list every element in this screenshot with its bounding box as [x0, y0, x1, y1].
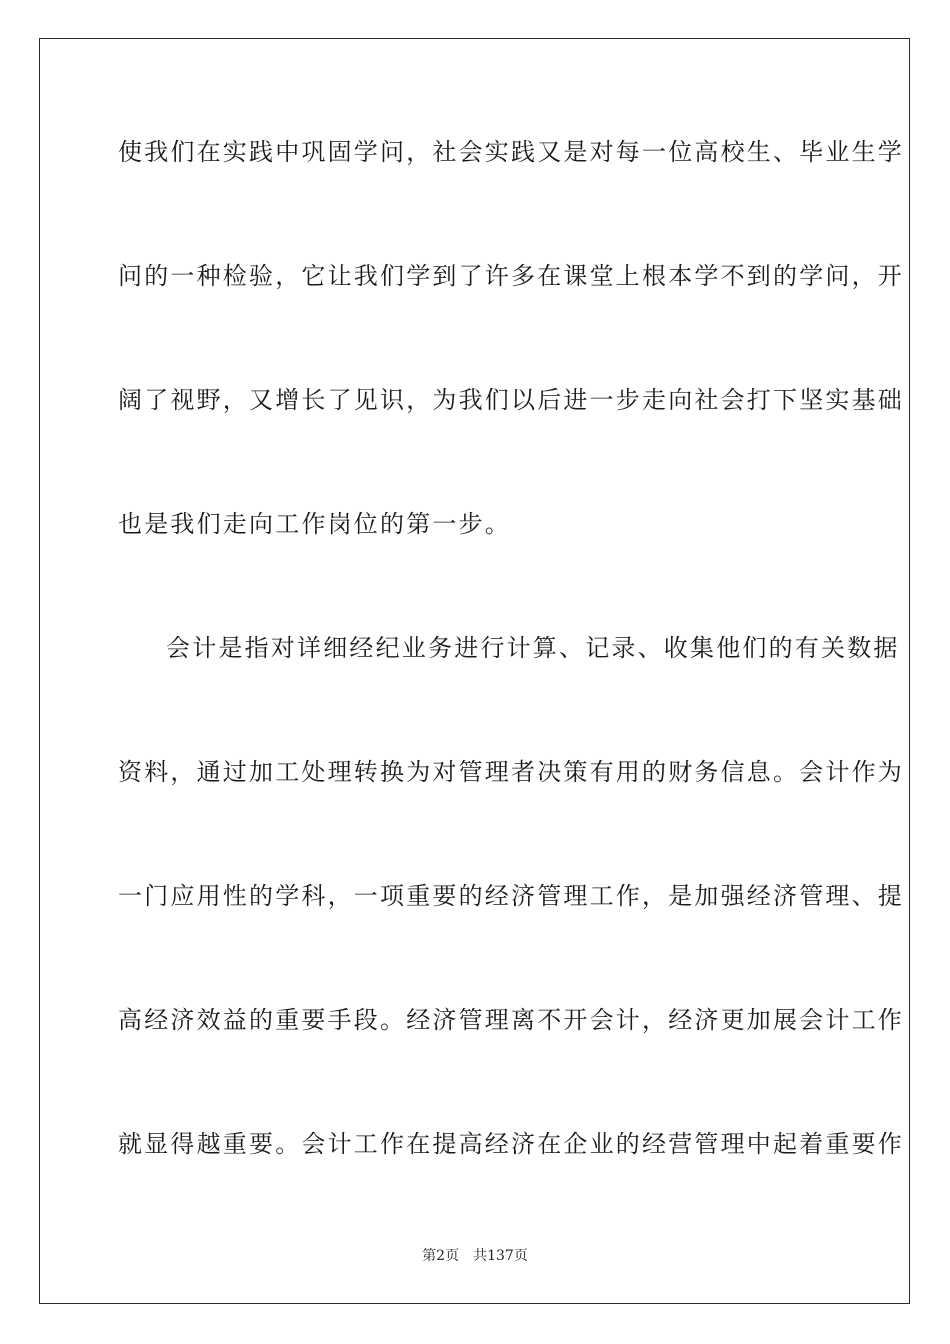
- text-line-5: 会计是指对详细经纪业务进行计算、记录、收集他们的有关数据: [166, 634, 900, 662]
- text-line-3: 阔了视野，又增长了见识，为我们以后进一步走向社会打下坚实基础: [118, 386, 904, 414]
- text-line-6: 资料，通过加工处理转换为对管理者决策有用的财务信息。会计作为: [118, 758, 904, 786]
- text-line-2: 问的一种检验，它让我们学到了许多在课堂上根本学不到的学问，开: [118, 262, 904, 290]
- text-line-9: 就显得越重要。会计工作在提高经济在企业的经营管理中起着重要作: [118, 1130, 904, 1158]
- text-line-1: 使我们在实践中巩固学问，社会实践又是对每一位高校生、毕业生学: [118, 138, 904, 166]
- text-line-8: 高经济效益的重要手段。经济管理离不开会计，经济更加展会计工作: [118, 1006, 904, 1034]
- total-pages: 共137页: [473, 1248, 528, 1264]
- page-border: [39, 38, 910, 1304]
- page-number: 第2页: [422, 1248, 460, 1264]
- page-footer: [0, 1247, 950, 1265]
- text-line-4: 也是我们走向工作岗位的第一步。: [118, 510, 511, 538]
- text-line-7: 一门应用性的学科，一项重要的经济管理工作，是加强经济管理、提: [118, 882, 904, 910]
